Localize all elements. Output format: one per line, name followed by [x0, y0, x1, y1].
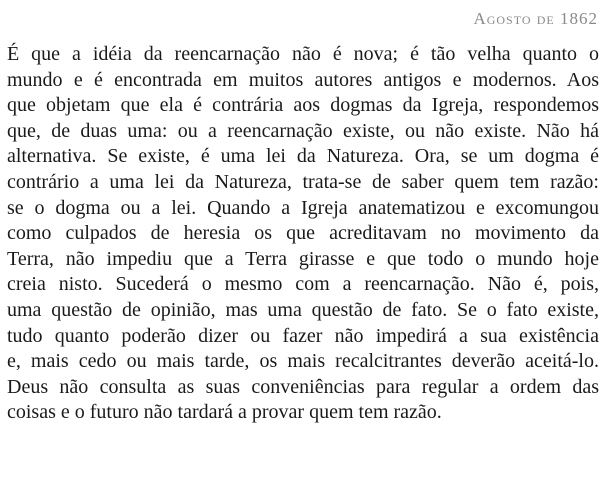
- text-line: creia nisto. Sucederá o mesmo com a reencarnação. Não é, pois,: [7, 273, 599, 296]
- text-line: que, de duas uma: ou a reencarnação existe, ou não existe. Não há: [7, 119, 599, 142]
- text-line: mundo e é encontrada em muitos autores antigos e modernos. Aos: [7, 68, 599, 91]
- running-head: Agosto de 1862: [473, 9, 598, 28]
- body-paragraph: [7, 42, 599, 426]
- text-line: Deus não consulta as suas conveniências para regular a ordem das: [7, 375, 599, 398]
- text-line: Terra, não impediu que a Terra girasse e que todo o mundo hoje: [7, 247, 599, 270]
- text-line: e, mais cedo ou mais tarde, os mais recalcitrantes deverão aceitá-lo.: [7, 350, 599, 373]
- text-line: se o dogma ou a lei. Quando a Igreja anatematizou e excomungou: [7, 196, 599, 219]
- text-line: É que a idéia da reencarnação não é nova; é tão velha quanto o: [7, 43, 599, 65]
- text-line: coisas e o futuro não tardará a provar quem tem razão.: [7, 401, 442, 424]
- text-line: contrário a uma lei da Natureza, trata-se de saber quem tem razão:: [7, 170, 599, 193]
- text-line: que objetam que ela é contrária aos dogmas da Igreja, respondemos: [7, 94, 599, 117]
- text-line: alternativa. Se existe, é uma lei da Natureza. Ora, se um dogma é: [7, 145, 599, 168]
- text-line: uma questão de opinião, mas uma questão de fato. Se o fato existe,: [7, 298, 599, 321]
- text-line: tudo quanto poderão dizer ou fazer não impedirá a sua existência: [7, 324, 599, 347]
- text-line: como culpados de heresia os que acreditavam no movimento da: [7, 222, 599, 245]
